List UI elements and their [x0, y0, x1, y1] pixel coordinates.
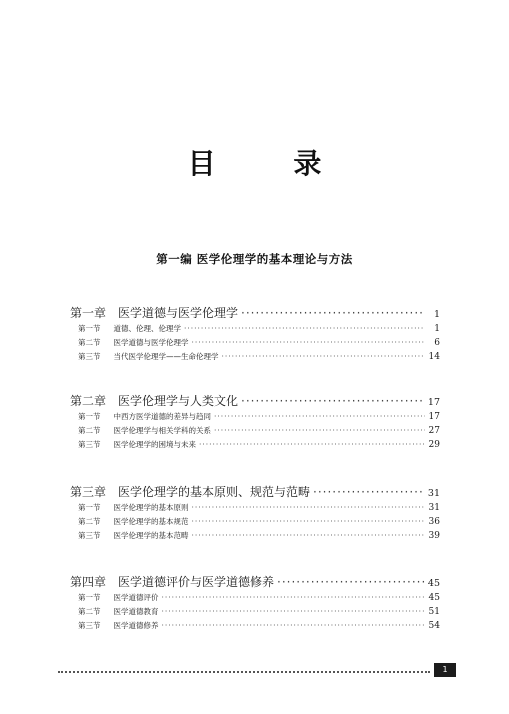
chapter-row[interactable]: [70, 484, 440, 501]
section-title: 医学道德修养: [113, 621, 159, 630]
section-title: 医学伦理学的基本范畴: [113, 531, 189, 540]
section-row[interactable]: [78, 591, 440, 605]
dot-leader: [192, 501, 426, 515]
section-title: 医学道德评价: [113, 593, 159, 602]
dot-leader: [241, 305, 425, 322]
page-number: 6: [434, 338, 440, 348]
chapter-2: [70, 393, 440, 452]
section-row[interactable]: [78, 322, 440, 336]
page-number: 45: [428, 593, 440, 603]
chapter-4: [70, 574, 440, 633]
dot-leader: [192, 336, 426, 350]
dot-leader: [313, 484, 425, 501]
page-number: 36: [428, 517, 440, 527]
section-row[interactable]: [78, 619, 440, 633]
page-number: 1: [433, 309, 440, 320]
section-title: 医学伦理学的困境与未来: [113, 440, 196, 449]
page-number: 31: [427, 488, 440, 499]
section-number: 第三节: [78, 621, 101, 630]
section-number: 第三节: [78, 531, 101, 540]
section-row[interactable]: [78, 336, 440, 350]
page-number: 29: [428, 440, 440, 450]
page-number: 31: [428, 503, 440, 513]
section-row[interactable]: [78, 438, 440, 452]
page-number: 54: [428, 621, 440, 631]
section-number: 第三节: [78, 352, 101, 361]
footer-dotted-rule: [58, 665, 430, 673]
chapter-row[interactable]: [70, 305, 440, 322]
section-number: 第一节: [78, 503, 101, 512]
page-number: 17: [428, 412, 440, 422]
section-row[interactable]: [78, 605, 440, 619]
dot-leader: [162, 605, 426, 619]
page-number: 27: [428, 426, 440, 436]
toc-list: [70, 305, 440, 653]
chapter-number: 第一章: [70, 306, 107, 320]
section-number: 第一节: [78, 593, 101, 602]
dot-leader: [277, 574, 425, 591]
section-number: 第二节: [78, 338, 101, 347]
chapter-number: 第四章: [70, 575, 107, 589]
section-row[interactable]: [78, 424, 440, 438]
section-number: 第二节: [78, 517, 101, 526]
section-row[interactable]: [78, 529, 440, 543]
section-row[interactable]: [78, 410, 440, 424]
chapter-1: [70, 305, 440, 364]
page-number-badge: 1: [434, 663, 456, 677]
dot-leader: [222, 350, 426, 364]
section-title: 医学伦理学与相关学科的关系: [113, 426, 211, 435]
section-number: 第二节: [78, 607, 101, 616]
dot-leader: [162, 591, 426, 605]
chapter-title: 医学伦理学与人类文化: [118, 394, 239, 408]
page-number: 17: [427, 397, 440, 408]
chapter-number: 第三章: [70, 485, 107, 499]
chapter-row[interactable]: [70, 393, 440, 410]
page-number: 1: [434, 324, 440, 334]
toc-title: 目 录: [187, 147, 356, 180]
dot-leader: [199, 438, 425, 452]
section-title: 医学道德与医学伦理学: [113, 338, 189, 347]
chapter-3: [70, 484, 440, 543]
chapter-row[interactable]: [70, 574, 440, 591]
chapter-title: 医学道德评价与医学道德修养: [118, 575, 275, 589]
section-title: 医学伦理学的基本原则: [113, 503, 189, 512]
chapter-title: 医学道德与医学伦理学: [118, 306, 239, 320]
section-title: 当代医学伦理学——生命伦理学: [113, 352, 219, 361]
section-row[interactable]: [78, 501, 440, 515]
section-row[interactable]: [78, 515, 440, 529]
section-number: 第二节: [78, 426, 101, 435]
section-title: 医学伦理学的基本规范: [113, 517, 189, 526]
section-title: 医学道德教育: [113, 607, 159, 616]
section-number: 第一节: [78, 412, 101, 421]
page-number: 39: [428, 531, 440, 541]
section-title: 中西方医学道德的差异与趋同: [113, 412, 211, 421]
dot-leader: [184, 322, 425, 336]
dot-leader: [162, 619, 426, 633]
section-title: 道德、伦理、伦理学: [113, 324, 181, 333]
page-number: 51: [428, 607, 440, 617]
dot-leader: [214, 410, 425, 424]
dot-leader: [192, 529, 426, 543]
dot-leader: [192, 515, 426, 529]
dot-leader: [241, 393, 425, 410]
page-number: 14: [428, 352, 440, 362]
chapter-title: 医学伦理学的基本原则、规范与范畴: [118, 485, 311, 499]
dot-leader: [214, 424, 425, 438]
part-title: 第一编 医学伦理学的基本理论与方法: [156, 252, 353, 266]
section-number: 第一节: [78, 324, 101, 333]
chapter-number: 第二章: [70, 394, 107, 408]
section-row[interactable]: [78, 350, 440, 364]
section-number: 第三节: [78, 440, 101, 449]
page-number: 45: [427, 578, 440, 589]
